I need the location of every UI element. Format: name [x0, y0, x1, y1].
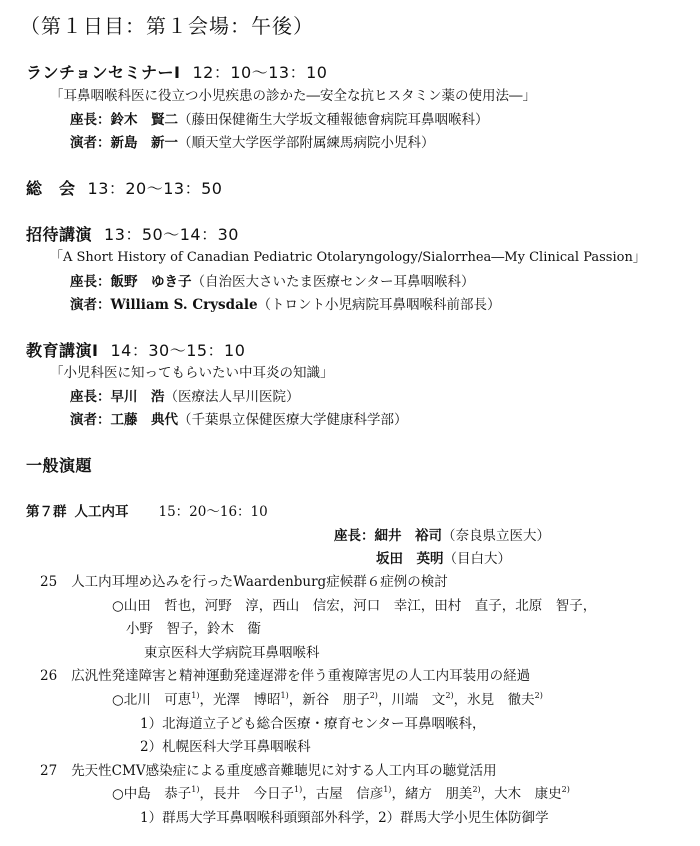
education-speaker [70, 408, 408, 428]
presentation-27-authors [112, 782, 570, 802]
speaker-label: 演者： [70, 297, 111, 313]
education-time: 14：30〜15：10 [110, 341, 246, 360]
presentation-25 [40, 570, 448, 590]
chair-label: 座長： [70, 389, 111, 405]
group-name: 人工内耳 [74, 504, 129, 520]
separator: ， [453, 692, 468, 708]
author-affil-mark: 2) [369, 691, 378, 700]
chair-label: 座長： [70, 112, 111, 128]
presentation-title: 広汎性発達障害と精神運動発達遅滞を伴う重複障害児の人工内耳装用の経過 [71, 668, 531, 684]
group-time: 15：20〜16：10 [158, 504, 268, 520]
invited-title: 招待講演 [26, 225, 93, 244]
author-affil-mark: 1) [280, 691, 289, 700]
speaker-name: 新島 新一 [110, 135, 178, 151]
author-affil-mark: 2) [472, 785, 481, 794]
chair-affil: （医療法人早川医院） [164, 389, 300, 405]
author: 新谷 朋子 [302, 692, 370, 708]
author: 古屋 信彦 [315, 786, 384, 802]
presentation-number: 27 [40, 763, 58, 779]
general-meeting-time: 13：20〜13：50 [87, 179, 223, 198]
luncheon-speaker [70, 131, 435, 151]
speaker-name: William S. Crysdale [110, 297, 258, 313]
page-header: （第１日目：第１会場：午後） [20, 14, 314, 38]
presentation-27 [40, 759, 497, 779]
author: 氷見 徹夫 [467, 692, 535, 708]
presentation-27-affiliation: 1）群馬大学耳鼻咽喉科頭頸部外科学，2）群馬大学小児生体防御学 [140, 810, 549, 826]
group-chair-1-name: 細井 裕司 [374, 528, 442, 544]
general-talks-heading: 一般演題 [26, 456, 93, 475]
group-number: 第７群 [26, 504, 67, 520]
author: ○北川 可恵 [112, 692, 192, 708]
speaker-affil: （トロント小児病院耳鼻咽喉科前部長） [257, 297, 501, 313]
author-affil-mark: 2) [534, 691, 543, 700]
separator: ， [288, 692, 303, 708]
invited-speaker [70, 293, 501, 313]
author-affil-mark: 2) [445, 691, 454, 700]
presentation-26-affiliation-2: 2）札幌医科大学耳鼻咽喉科 [140, 739, 311, 755]
group-chair-2 [376, 547, 511, 567]
author: 光澤 博昭 [213, 692, 281, 708]
education-heading [26, 338, 245, 361]
presentation-25-affiliation: 東京医科大学病院耳鼻咽喉科 [144, 645, 320, 661]
author-affil-mark: 1) [383, 785, 392, 794]
education-chair [70, 385, 300, 405]
presentation-number: 26 [40, 668, 58, 684]
speaker-affil: （千葉県立保健医療大学健康科学部） [178, 412, 408, 428]
chair-name: 鈴木 賢二 [110, 112, 178, 128]
author: 長井 今日子 [213, 786, 294, 802]
speaker-name: 工藤 典代 [110, 412, 178, 428]
education-title: 教育講演Ⅰ [26, 341, 99, 360]
presentation-title: 先天性CMV感染症による重度感音難聴児に対する人工内耳の聴覚活用 [71, 763, 497, 779]
education-lecture-title: 「小児科医に知ってもらいたい中耳炎の知識」 [50, 365, 334, 381]
author-affil-mark: 1) [191, 785, 200, 794]
group-chair-1-affil: （奈良県立医大） [442, 528, 550, 544]
separator: ， [480, 786, 495, 802]
presentation-26-affiliation-1: 1）北海道立子ども総合医療・療育センター耳鼻咽喉科， [140, 716, 486, 732]
speaker-label: 演者： [70, 412, 111, 428]
group-heading [26, 500, 268, 520]
presentation-26-authors [112, 688, 543, 708]
author-affil-mark: 1) [191, 691, 200, 700]
luncheon-title: ランチョンセミナーⅠ [26, 63, 181, 82]
chair-name: 飯野 ゆき子 [110, 274, 192, 290]
presentation-26 [40, 664, 530, 684]
group-chair-label: 座長： [334, 528, 375, 544]
separator: ， [199, 692, 213, 708]
presentation-title: 人工内耳埋め込みを行ったWaardenburg症候群６症例の検討 [71, 574, 448, 590]
group-chair-2-affil: （目白大） [443, 551, 511, 567]
chair-affil: （自治医大さいたま医療センター耳鼻咽喉科） [191, 274, 475, 290]
presentation-25-authors-2: 小野 智子，鈴木 衞 [126, 621, 261, 637]
speaker-label: 演者： [70, 135, 111, 151]
luncheon-time: 12：10〜13：10 [192, 63, 328, 82]
invited-time: 13：50〜14：30 [104, 225, 239, 244]
presentation-25-authors-1: ○山田 哲也，河野 淳，西山 信宏，河口 幸江，田村 直子，北原 智子， [112, 598, 597, 614]
chair-name: 早川 浩 [110, 389, 165, 405]
author-affil-mark: 2) [561, 785, 570, 794]
author: 緒方 朋美 [404, 786, 473, 802]
group-chair-1 [334, 524, 550, 544]
luncheon-heading [26, 60, 327, 83]
general-meeting-heading [26, 176, 222, 199]
invited-heading [26, 222, 239, 245]
separator: ， [199, 786, 213, 802]
chair-label: 座長： [70, 274, 111, 290]
speaker-affil: （順天堂大学医学部附属練馬病院小児科） [178, 135, 435, 151]
separator: ， [391, 786, 405, 802]
group-chair-2-name: 坂田 英明 [376, 551, 444, 567]
invited-chair [70, 270, 474, 290]
separator: ， [302, 786, 316, 802]
presentation-number: 25 [40, 574, 58, 590]
separator: ， [377, 692, 392, 708]
luncheon-chair [70, 108, 489, 128]
author: 川端 文 [391, 692, 446, 708]
author: ○中島 恭子 [112, 786, 192, 802]
author: 大木 康史 [494, 786, 562, 802]
author-affil-mark: 1) [294, 785, 303, 794]
general-meeting-title: 総 会 [26, 179, 76, 198]
luncheon-lecture-title: 「耳鼻咽喉科医に役立つ小児疾患の診かた―安全な抗ヒスタミン薬の使用法―」 [50, 88, 536, 104]
invited-lecture-title: 「A Short History of Canadian Pediatric Otolaryngology/Sialorrhea―My Clinical Passion」 [50, 250, 646, 265]
chair-affil: （藤田保健衛生大学坂文種報徳會病院耳鼻咽喉科） [178, 112, 489, 128]
